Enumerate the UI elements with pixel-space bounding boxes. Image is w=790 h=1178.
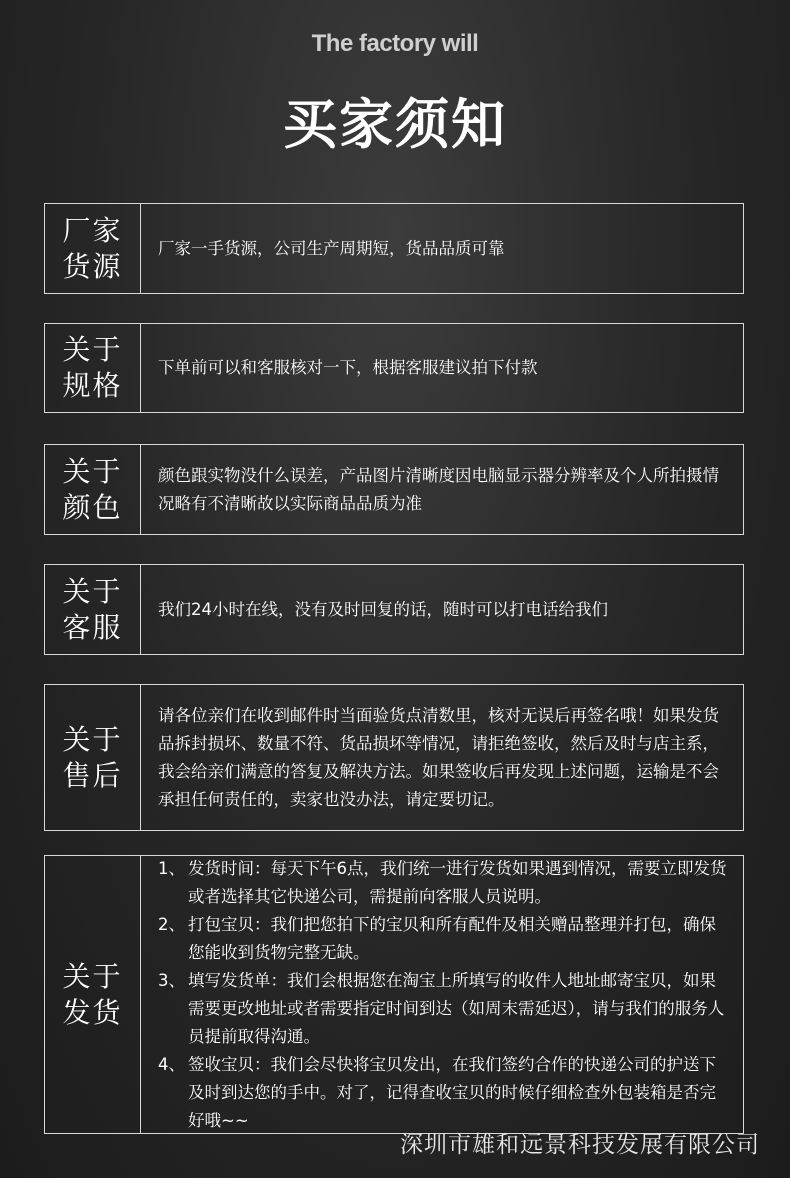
list-item xyxy=(158,967,729,1051)
company-watermark: 深圳市雄和远景科技发展有限公司 xyxy=(400,1132,760,1158)
section-text: 我们24小时在线，没有及时回复的话，随时可以打电话给我们 xyxy=(158,599,608,619)
section-text: 下单前可以和客服核对一下，根据客服建议拍下付款 xyxy=(158,358,538,377)
section-text: 颜色跟实物没什么误差，产品图片清晰度因电脑显示器分辨率及个人所拍摄情况略有不清晰故以实际商品品质为准 xyxy=(158,465,719,513)
section-content-cell xyxy=(141,565,743,654)
section-factory-source xyxy=(44,203,744,294)
section-content-cell xyxy=(141,856,743,1133)
list-item-text: 打包宝贝：我们把您拍下的宝贝和所有配件及相关赠品整理并打包，确保您能收到货物完整无缺。 xyxy=(188,914,716,962)
section-after-sales xyxy=(44,684,744,831)
section-label: 厂家货源 xyxy=(62,213,123,283)
list-item xyxy=(158,911,729,967)
section-color xyxy=(44,444,744,535)
section-label: 关于客服 xyxy=(62,574,123,644)
section-customer-service xyxy=(44,564,744,655)
section-label: 关于颜色 xyxy=(62,454,123,524)
section-label: 关于售后 xyxy=(62,722,123,792)
list-item-number: 4、 xyxy=(158,1054,185,1074)
section-content-cell xyxy=(141,204,743,293)
section-content-cell xyxy=(141,324,743,412)
header-subtitle: The factory will xyxy=(311,30,479,57)
list-item-number: 2、 xyxy=(158,914,185,934)
section-label-cell xyxy=(45,856,141,1133)
shipping-list xyxy=(158,855,729,1135)
section-label: 关于发货 xyxy=(62,959,123,1029)
section-label-cell xyxy=(45,685,141,830)
section-label: 关于规格 xyxy=(62,333,123,402)
list-item-text: 签收宝贝：我们会尽快将宝贝发出，在我们签约合作的快递公司的护送下及时到达您的手中。对了，记得查收宝贝的时候仔细检查外包装箱是否完好哦~~ xyxy=(188,1054,716,1130)
list-item xyxy=(158,855,729,911)
section-label-cell xyxy=(45,445,141,534)
list-item xyxy=(158,1051,729,1135)
section-content-cell xyxy=(141,445,743,534)
list-item-number: 3、 xyxy=(158,970,185,990)
section-label-cell xyxy=(45,565,141,654)
section-label-cell xyxy=(45,204,141,293)
section-label-cell xyxy=(45,324,141,412)
section-content-cell xyxy=(141,685,743,830)
section-shipping xyxy=(44,855,744,1134)
section-specifications xyxy=(44,323,744,413)
section-text: 厂家一手货源，公司生产周期短，货品品质可靠 xyxy=(158,238,505,258)
section-text: 请各位亲们在收到邮件时当面验货点清数里，核对无误后再签名哦！如果发货品拆封损坏、数量不符、货品损坏等情况，请拒绝签收，然后及时与店主系，我会给亲们满意的答复及解决方法。如果签收后再发现上述问题，运输是不会承担任何责任的，卖家也没办法，请定要切记。 xyxy=(158,705,719,809)
list-item-number: 1、 xyxy=(158,858,185,878)
page-title: 买家须知 xyxy=(283,93,507,156)
list-item-text: 发货时间：每天下午6点，我们统一进行发货如果遇到情况，需要立即发货或者选择其它快递公司，需提前向客服人员说明。 xyxy=(188,858,727,906)
list-item-text: 填写发货单：我们会根据您在淘宝上所填写的收件人地址邮寄宝贝，如果需要更改地址或者需要指定时间到达（如周末需延迟），请与我们的服务人员提前取得沟通。 xyxy=(188,970,725,1046)
